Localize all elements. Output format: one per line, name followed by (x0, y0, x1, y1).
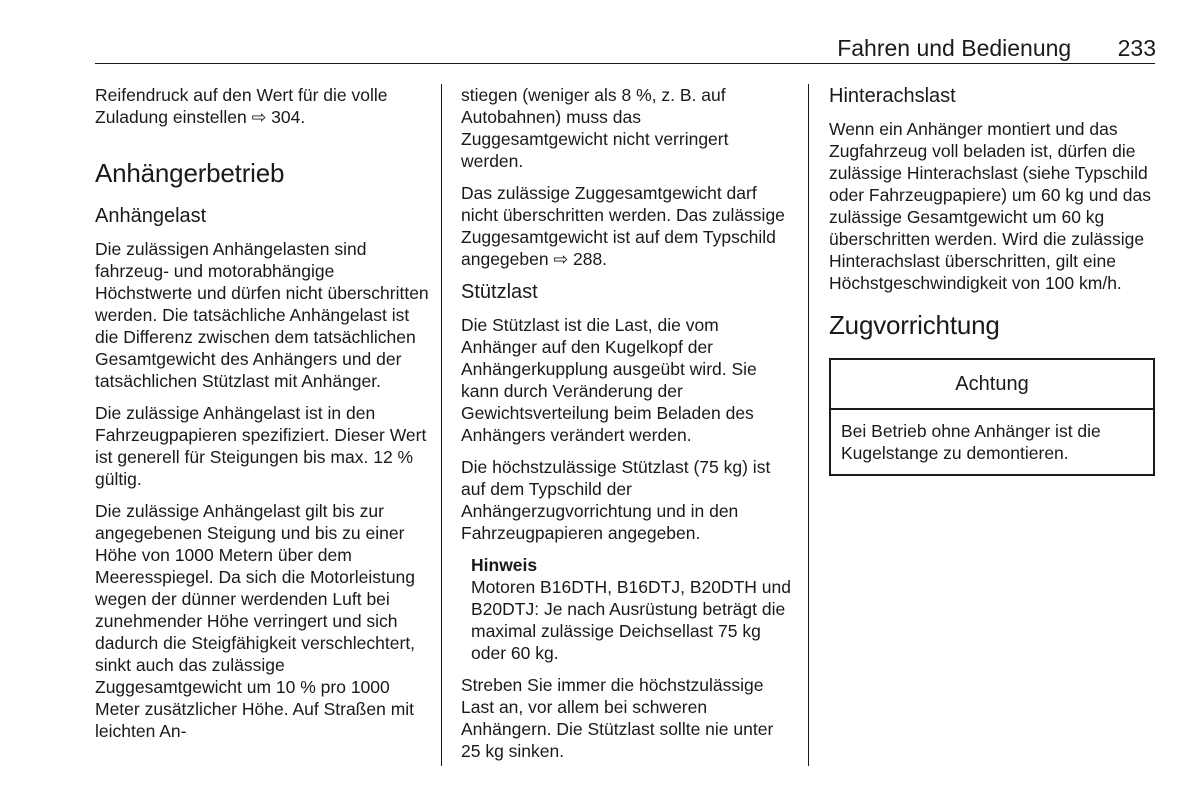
paragraph: Die zulässigen Anhängelasten sind fahrzeug- und motorabhängige Höchstwerte und dürfen nicht überschritten werden. Die tatsächliche Anhängelast ist die Differenz zwischen dem tatsächlichen Gesamtgewicht des Anhängers und der tatsächlichen Stützlast mit Anhänger. (95, 239, 429, 391)
column-divider-2 (808, 84, 809, 766)
paragraph: stiegen (weniger als 8 %, z. B. auf Autobahnen) muss das Zuggesamtgewicht nicht verringert werden. (461, 85, 729, 171)
header-rule (95, 63, 1155, 64)
paragraph: Streben Sie immer die höchstzulässige Last an, vor allem bei schweren Anhängern. Die Stützlast sollte nie unter 25 kg sinken. (461, 675, 774, 761)
paragraph: Die zulässige Anhängelast gilt bis zur angegebenen Steigung und bis zu einer Höhe von 1000 Metern über dem Meeresspiegel. Da sich die Motorleistung wegen der dünner werdenden Luft bei zunehmender Höhe verringert und sich dadurch die Steigfähigkeit verschlechtert, sinkt auch das zulässige Zuggesamtgewicht um 10 % pro 1000 Meter zusätzlicher Höhe. Auf Straßen mit leichten An- (95, 501, 416, 741)
warning-box (829, 358, 1155, 476)
page-number: 233 (1117, 35, 1156, 61)
paragraph: Die zulässige Anhängelast ist in den Fahrzeugpapieren spezifiziert. Dieser Wert ist generell für Steigungen bis max. 12 % gültig. (95, 403, 427, 489)
section-title: Fahren und Bedienung (837, 35, 1072, 61)
column-divider-1 (441, 84, 442, 766)
column-2 (461, 84, 791, 772)
intro-paragraph: Reifendruck auf den Wert für die volle Zuladung einstellen ⇨ 304. (95, 85, 388, 127)
warning-title: Achtung (831, 360, 1153, 410)
subheading-hinterachslast: Hinterachslast (829, 85, 956, 107)
note-text: Motoren B16DTH, B16DTJ, B20DTH und B20DTJ: Je nach Ausrüstung beträgt die maximal zulässige Deichsellast 75 kg oder 60 kg. (471, 577, 791, 663)
warning-text: Bei Betrieb ohne Anhänger ist die Kugelstange zu demontieren. (841, 421, 1101, 463)
running-head (837, 34, 1156, 62)
paragraph: Die Stützlast ist die Last, die vom Anhänger auf den Kugelkopf der Anhängerkupplung ausgeübt wird. Sie kann durch Veränderung der Gewichtsverteilung beim Beladen des Anhängers verändert werden. (461, 315, 757, 445)
heading-zugvorrichtung: Zugvorrichtung (829, 310, 1000, 340)
note-label: Hinweis (471, 555, 538, 575)
column-3 (829, 84, 1157, 476)
note-block (461, 554, 791, 664)
subheading-stuetzlast: Stützlast (461, 281, 538, 303)
subheading-anhaengelast: Anhängelast (95, 205, 207, 227)
paragraph: Das zulässige Zuggesamtgewicht darf nicht überschritten werden. Das zulässige Zuggesamtgewicht ist auf dem Typschild angegeben ⇨ 288. (461, 183, 785, 269)
paragraph: Wenn ein Anhänger montiert und das Zugfahrzeug voll beladen ist, dürfen die zulässige Hinterachslast (siehe Typschild oder Fahrzeugpapiere) um 60 kg und das zulässige Gesamtgewicht um 60 kg überschritten werden. Wird die zulässige Hinterachslast überschritten, gilt eine Höchstgeschwindigkeit von 100 km/h. (829, 119, 1152, 293)
column-1 (95, 84, 429, 752)
paragraph: Die höchstzulässige Stützlast (75 kg) ist auf dem Typschild der Anhängerzugvorrichtung und in den Fahrzeugpapieren angegeben. (461, 457, 771, 543)
heading-anhaengerbetrieb: Anhängerbetrieb (95, 158, 285, 188)
